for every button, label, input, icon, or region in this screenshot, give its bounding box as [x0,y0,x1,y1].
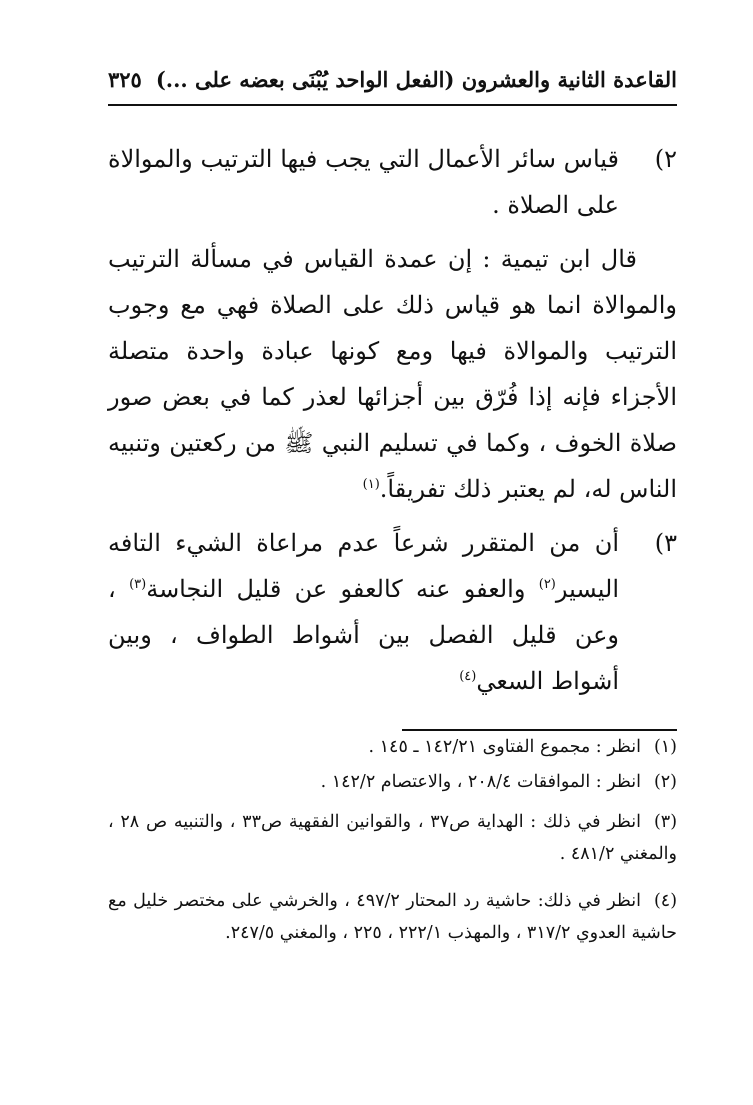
footnote-ref-4: (٤) [459,669,477,684]
point-2-text: قياس سائر الأعمال التي يجب فيها الترتيب والموالاة على الصلاة . [108,145,619,219]
point-3-text-3: ، وعن قليل الفصل بين أشواط الطواف ، وبين أشواط السعي [108,575,619,695]
footnote-3-text: انظر في ذلك : الهداية ص٣٧ ، والقوانين الفقهية ص٣٣ ، والتنبيه ص ٢٨ ، والمغني ٤٨١/٢ . [108,812,677,864]
quote-text: قال ابن تيمية : إن عمدة القياس في مسألة الترتيب والموالاة انما هو قياس ذلك على الصلاة فهي مع وجوب الترتيب والموالاة فيها ومع كونها عبادة واحدة متصلة الأجزاء فإنه إذا فُرّق بين أجزائها لعذر كما في بعض صور صلاة الخوف ، وكما في تسليم النبي ﷺ من ركعتين وتنبيه الناس له، لم يعتبر ذلك تفريقاً. [108,245,677,503]
point-2-number: ٢) [654,145,677,173]
footnote-3-number: (٣) [653,812,678,832]
footnote-1 [108,731,677,763]
footnote-ref-1: (١) [362,477,380,492]
point-3-number: ٣) [654,529,677,557]
point-3-text [108,520,619,704]
footnote-ref-3: (٣) [129,577,147,592]
point-3-text-1: أن من المتقرر شرعاً عدم مراعاة الشيء التافه اليسير [108,529,619,603]
footnote-1-text: انظر : مجموع الفتاوى ١٤٢/٢١ ـ ١٤٥ . [368,737,641,757]
footnote-4 [108,885,677,949]
point-2 [108,136,677,228]
footnote-2-number: (٢) [653,772,677,792]
point-3-text-2: والعفو عنه كالعفو عن قليل النجاسة [146,575,526,603]
footnote-4-number: (٤) [653,891,678,911]
page-number: ٣٢٥ [108,66,142,92]
header-rule [108,104,677,106]
footnote-2-text: انظر : الموافقات ٢٠٨/٤ ، والاعتصام ١٤٢/٢ . [320,772,641,792]
running-title: القاعدة الثانية والعشرون (الفعل الواحد يُبْنَى بعضه على ...) [155,66,677,92]
footnote-ref-2: (٢) [538,577,556,592]
footnote-4-text: انظر في ذلك: حاشية رد المحتار ٤٩٧/٢ ، والخرشي على مختصر خليل مع حاشية العدوي ٣١٧/٢ ، والمهذب ٢٢٢/١ ، ٢٢٥ ، والمغني ٢٤٧/٥. [108,891,677,943]
ibn-taymiyya-quote [108,236,677,512]
footnote-3 [108,806,677,870]
point-3 [108,520,677,704]
footnote-1-number: (١) [653,737,677,757]
footnote-2 [108,766,677,798]
page-header [108,58,677,100]
